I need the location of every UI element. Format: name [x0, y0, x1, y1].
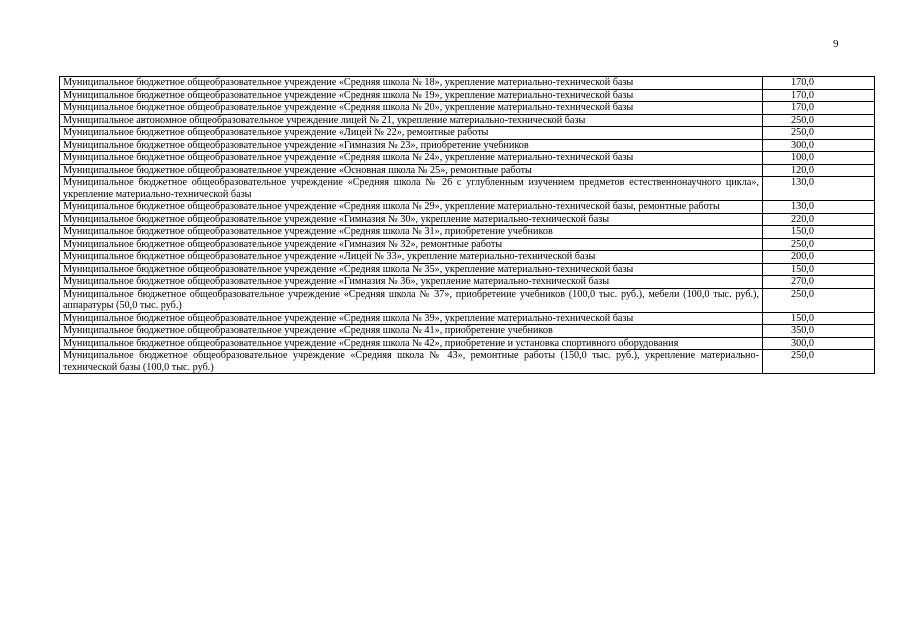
table-row [60, 164, 875, 177]
row-amount: 300,0 [763, 337, 875, 350]
row-description: Муниципальное бюджетное общеобразовательное учреждение «Средняя школа № 41», приобретение учебников [60, 325, 763, 338]
row-description: Муниципальное бюджетное общеобразовательное учреждение «Средняя школа № 19», укрепление материально-технической базы [60, 89, 763, 102]
row-amount: 220,0 [763, 213, 875, 226]
row-description: Муниципальное бюджетное общеобразовательное учреждение «Средняя школа № 37», приобретение учебников (100,0 тыс. руб.), мебели (100,0 тыс. руб.), аппаратуры (50,0 тыс. руб.) [60, 288, 763, 312]
table-row [60, 337, 875, 350]
row-description: Муниципальное бюджетное общеобразовательное учреждение «Средняя школа № 18», укрепление материально-технической базы [60, 77, 763, 90]
row-description: Муниципальное бюджетное общеобразовательное учреждение «Средняя школа № 20», укрепление материально-технической базы [60, 102, 763, 115]
row-amount: 150,0 [763, 226, 875, 239]
table-row [60, 276, 875, 289]
table-row [60, 325, 875, 338]
table-row [60, 263, 875, 276]
row-description: Муниципальное бюджетное общеобразовательное учреждение «Гимназия № 36», укрепление материально-технической базы [60, 276, 763, 289]
row-amount: 170,0 [763, 89, 875, 102]
table-row [60, 226, 875, 239]
row-amount: 270,0 [763, 276, 875, 289]
row-description: Муниципальное автономное общеобразовательное учреждение лицей № 21, укрепление материально-технической базы [60, 114, 763, 127]
row-amount: 250,0 [763, 127, 875, 140]
row-amount: 100,0 [763, 152, 875, 165]
row-description: Муниципальное бюджетное общеобразовательное учреждение «Гимназия № 32», ремонтные работы [60, 238, 763, 251]
table-row [60, 177, 875, 201]
table-row [60, 201, 875, 214]
row-amount: 300,0 [763, 139, 875, 152]
page-number: 9 [833, 38, 839, 50]
row-description: Муниципальное бюджетное общеобразовательное учреждение «Основная школа № 25», ремонтные работы [60, 164, 763, 177]
allocation-table [59, 76, 875, 374]
table-row [60, 251, 875, 264]
row-amount: 250,0 [763, 238, 875, 251]
row-description: Муниципальное бюджетное общеобразовательное учреждение «Гимназия № 30», укрепление материально-технической базы [60, 213, 763, 226]
row-amount: 170,0 [763, 77, 875, 90]
table-row [60, 77, 875, 90]
row-description: Муниципальное бюджетное общеобразовательное учреждение «Средняя школа № 39», укрепление материально-технической базы [60, 312, 763, 325]
row-description: Муниципальное бюджетное общеобразовательное учреждение «Средняя школа № 35», укрепление материально-технической базы [60, 263, 763, 276]
table-row [60, 89, 875, 102]
row-description: Муниципальное бюджетное общеобразовательное учреждение «Лицей № 33», укрепление материально-технической базы [60, 251, 763, 264]
row-amount: 250,0 [763, 350, 875, 374]
table-row [60, 152, 875, 165]
row-amount: 200,0 [763, 251, 875, 264]
table-row [60, 127, 875, 140]
row-amount: 250,0 [763, 288, 875, 312]
table-row [60, 213, 875, 226]
row-description: Муниципальное бюджетное общеобразовательное учреждение «Лицей № 22», ремонтные работы [60, 127, 763, 140]
row-amount: 120,0 [763, 164, 875, 177]
table-row [60, 288, 875, 312]
row-description: Муниципальное бюджетное общеобразовательное учреждение «Гимназия № 23», приобретение учебников [60, 139, 763, 152]
table-row [60, 312, 875, 325]
row-description: Муниципальное бюджетное общеобразовательное учреждение «Средняя школа № 24», укрепление материально-технической базы [60, 152, 763, 165]
row-description: Муниципальное бюджетное общеобразовательное учреждение «Средняя школа № 43», ремонтные работы (150,0 тыс. руб.), укрепление материально-технической базы (100,0 тыс. руб.) [60, 350, 763, 374]
row-amount: 150,0 [763, 263, 875, 276]
row-amount: 250,0 [763, 114, 875, 127]
table-row [60, 238, 875, 251]
table-row [60, 139, 875, 152]
row-amount: 130,0 [763, 201, 875, 214]
row-description: Муниципальное бюджетное общеобразовательное учреждение «Средняя школа № 26 с углубленным изучением предметов естественнонаучного цикла», укрепление материально-технической базы [60, 177, 763, 201]
table-row [60, 350, 875, 374]
table-body [60, 77, 875, 374]
table-row [60, 114, 875, 127]
row-description: Муниципальное бюджетное общеобразовательное учреждение «Средняя школа № 29», укрепление материально-технической базы, ремонтные работы [60, 201, 763, 214]
row-amount: 350,0 [763, 325, 875, 338]
row-description: Муниципальное бюджетное общеобразовательное учреждение «Средняя школа № 42», приобретение и установка спортивного оборудования [60, 337, 763, 350]
table-row [60, 102, 875, 115]
row-description: Муниципальное бюджетное общеобразовательное учреждение «Средняя школа № 31», приобретение учебников [60, 226, 763, 239]
row-amount: 130,0 [763, 177, 875, 201]
row-amount: 150,0 [763, 312, 875, 325]
row-amount: 170,0 [763, 102, 875, 115]
